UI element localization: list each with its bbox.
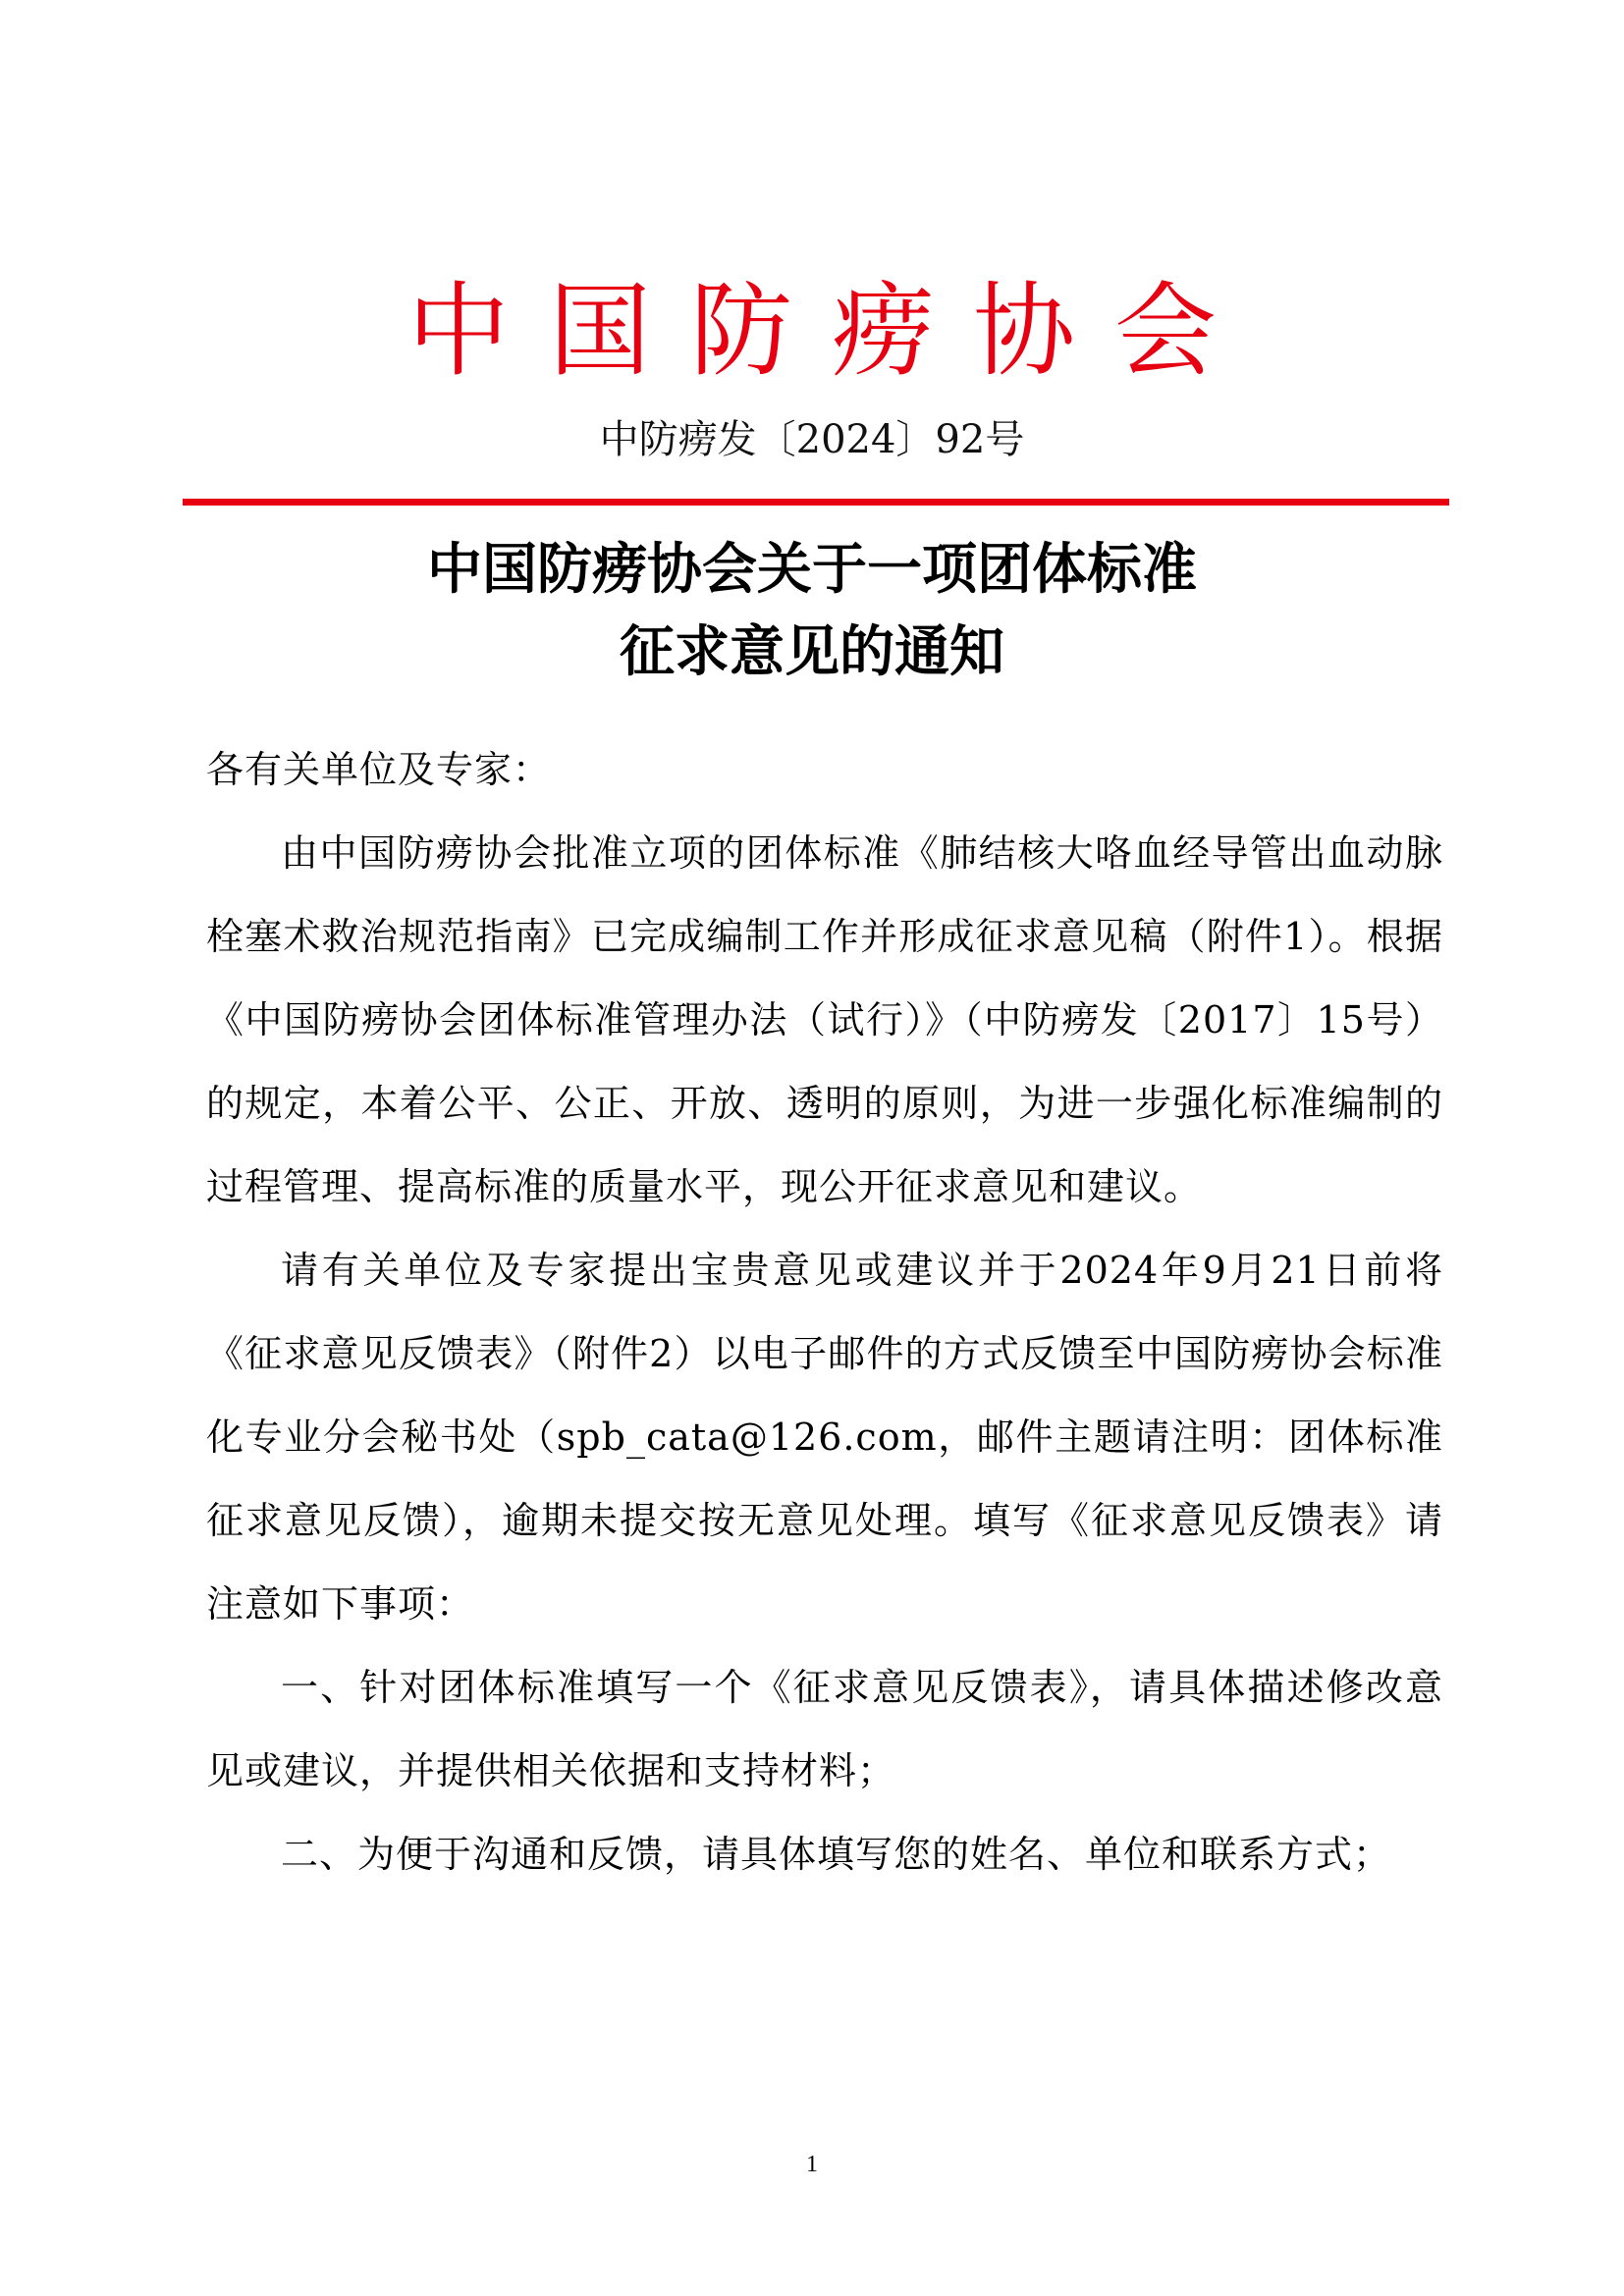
organization-name-header: 中国防痨协会 bbox=[406, 271, 1256, 391]
page-number: 1 bbox=[806, 2152, 818, 2177]
red-separator-rule bbox=[183, 499, 1449, 506]
notice-title bbox=[0, 528, 1624, 693]
notice-title-line-2: 征求意见的通知 bbox=[620, 619, 1004, 684]
document-number: 中防痨发〔2024〕92号 bbox=[599, 417, 1025, 462]
body-paragraph-intro: 由中国防痨协会批准立项的团体标准《肺结核大咯血经导管出血动脉栓塞术救治规范指南》已完成编制工作并形成征求意见稿（附件1）。根据《中国防痨协会团体标准管理办法（试行）》（中防痨发〔2017〕15号）的规定，本着公平、公正、开放、透明的原则，为进一步强化标准编制的过程管理、提高标准的质量水平，现公开征求意见和建议。 bbox=[206, 831, 1443, 1208]
body-paragraph-item-2: 二、为便于沟通和反馈，请具体填写您的姓名、单位和联系方式； bbox=[281, 1833, 1392, 1876]
body-paragraph-item-1: 一、针对团体标准填写一个《征求意见反馈表》，请具体描述修改意见或建议，并提供相关依据和支持材料； bbox=[206, 1666, 1443, 1792]
body-paragraph-feedback-request: 请有关单位及专家提出宝贵意见或建议并于2024年9月21日前将《征求意见反馈表》（附件2）以电子邮件的方式反馈至中国防痨协会标准化专业分会秘书处（spb_cata@126.com，邮件主题请注明：团体标准征求意见反馈），逾期未提交按无意见处理。填写《征求意见反馈表》请注意如下事项： bbox=[206, 1249, 1443, 1626]
notice-body bbox=[206, 728, 1443, 1896]
notice-title-line-1: 中国防痨协会关于一项团体标准 bbox=[427, 537, 1197, 602]
salutation: 各有关单位及专家： bbox=[206, 748, 552, 791]
